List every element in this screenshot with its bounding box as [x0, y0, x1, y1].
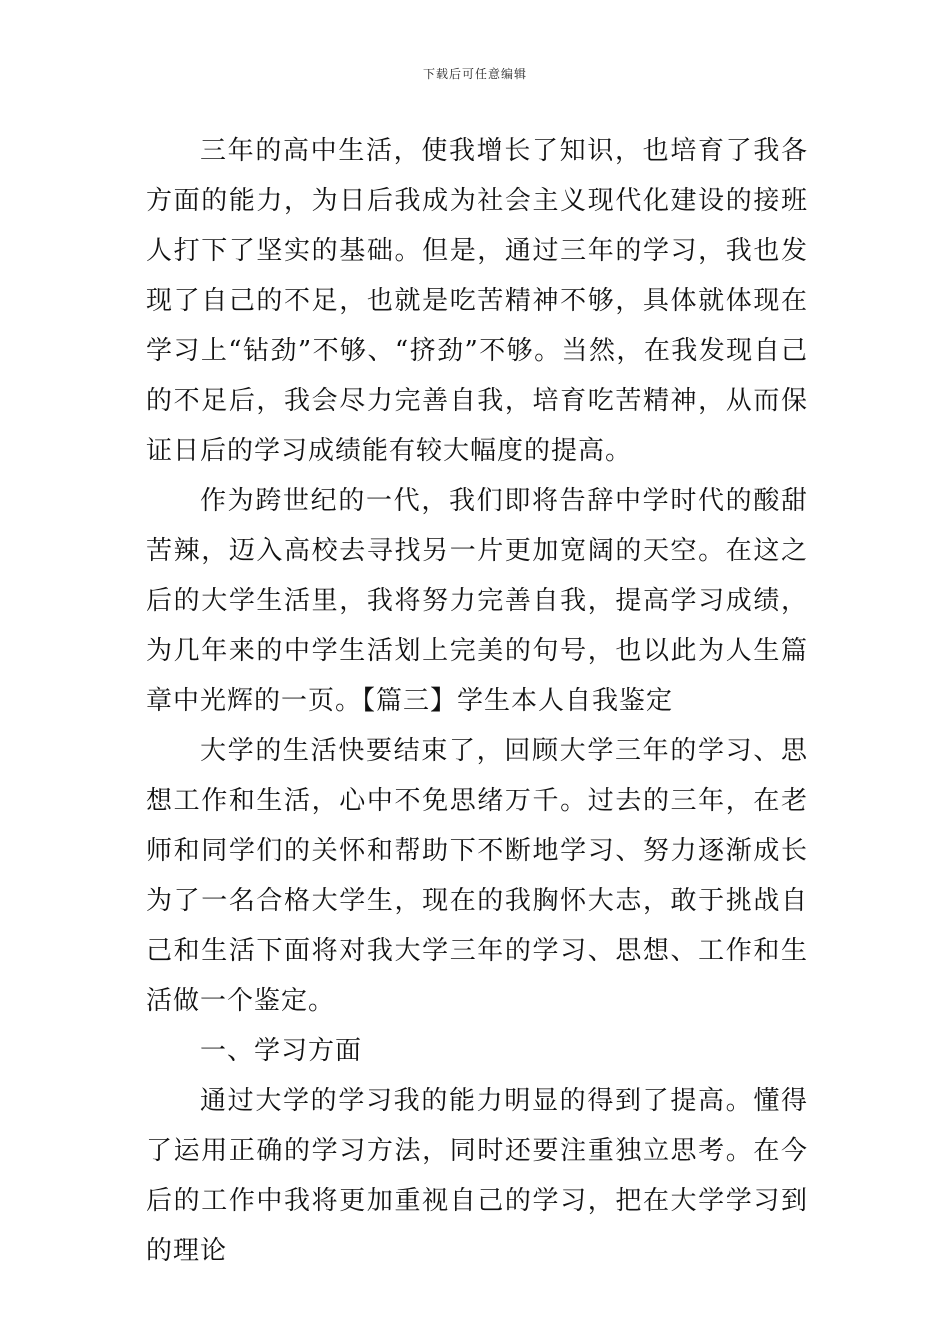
paragraph-high-school: 三年的高中生活，使我增长了知识，也培育了我各方面的能力，为日后我成为社会主义现代化建设的接班人打下了坚实的基础。但是，通过三年的学习，我也发现了自己的不足，也就是吃苦精神不够，具体就体现在学习上“钻劲”不够、“挤劲”不够。当然，在我发现自己的不足后，我会尽力完善自我，培育吃苦精神，从而保证日后的学习成绩能有较大幅度的提高。	[146, 136, 808, 466]
document-body	[146, 126, 808, 1276]
paragraph-university-review: 大学的生活快要结束了，回顾大学三年的学习、思想工作和生活，心中不免思绪万千。过去的三年，在老师和同学们的关怀和帮助下不断地学习、努力逐渐成长为了一名合格大学生，现在的我胸怀大志，敢于挑战自己和生活下面将对我大学三年的学习、思想、工作和生活做一个鉴定。	[146, 736, 808, 1016]
paragraph-study-ability: 通过大学的学习我的能力明显的得到了提高。懂得了运用正确的学习方法，同时还要注重独立思考。在今后的工作中我将更加重视自己的学习，把在大学学习到的理论	[146, 1086, 808, 1266]
section-heading-study: 一、学习方面	[200, 1036, 363, 1066]
page-header: 下载后可任意编辑	[422, 67, 527, 81]
paragraph-cross-century: 作为跨世纪的一代，我们即将告辞中学时代的酸甜苦辣，迈入高校去寻找另一片更加宽阔的天空。在这之后的大学生活里，我将努力完善自我，提高学习成绩，为几年来的中学生活划上完美的句号，也以此为人生篇章中光辉的一页。【篇三】学生本人自我鉴定	[146, 486, 808, 716]
